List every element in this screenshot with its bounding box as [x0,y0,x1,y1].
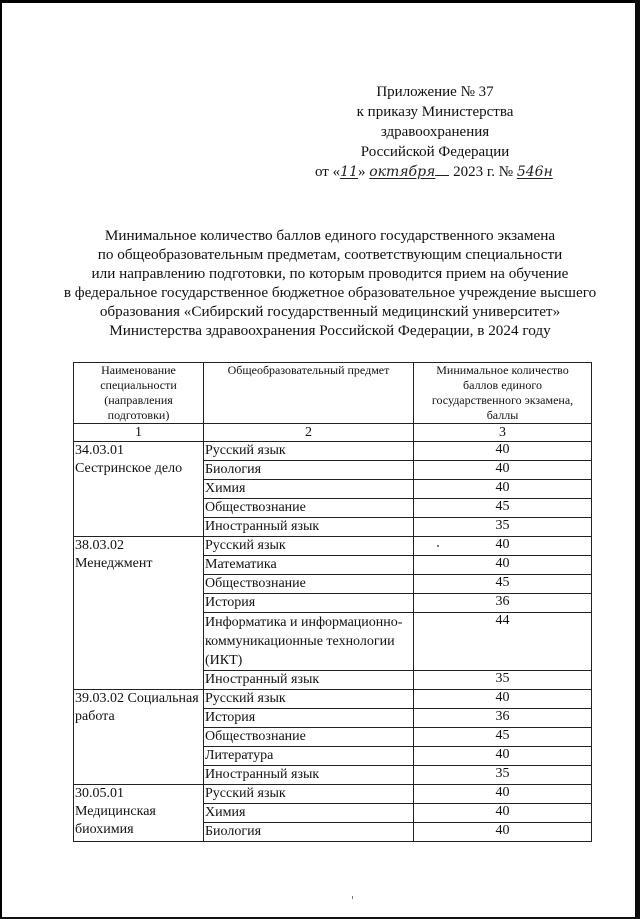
specialty-name: работа [75,709,115,724]
score-cell: 40 [414,785,592,804]
subject-cell: Информатика и информационно-коммуникационные технологии (ИКТ) [204,613,414,671]
table-row [74,537,592,556]
subject-cell: Иностранный язык [204,518,414,537]
subject-cell: Иностранный язык [204,671,414,690]
specialty-name: биохимия [75,822,134,837]
table-row [74,785,592,804]
title-line: в федеральное государственное бюджетное образовательное учреждение высшего [63,284,597,301]
specialty-code: 38.03.02 [75,538,124,553]
score-cell: 36 [414,594,592,613]
specialty-code: 39.03.02 Социальная [75,691,199,706]
specialty-cell [74,690,204,785]
header-subject: Общеобразовательный предмет [204,363,414,424]
appendix-number: Приложение № 37 [376,84,494,100]
specialty-code: 30.05.01 [75,786,124,801]
order-prefix: от « [315,164,341,180]
table-header-row [74,363,592,424]
appendix-header [315,82,553,182]
order-number: 546н [516,164,553,180]
subject-cell: Литература [204,747,414,766]
subject-cell: Русский язык [204,690,414,709]
subject-cell: Русский язык [204,537,414,556]
specialty-cell [74,537,204,690]
subject-cell: Биология [204,461,414,480]
subject-cell: Обществознание [204,499,414,518]
subject-cell: Обществознание [204,575,414,594]
score-cell: 36 [414,709,592,728]
subject-cell: Биология [204,823,414,842]
score-cell: 40 [414,442,592,461]
column-number: 1 [74,424,204,442]
order-year: 2023 г. № [453,164,514,180]
score-cell: 40 [414,480,592,499]
specialty-cell [74,442,204,537]
header-specialty: Наименование специальности (направления подготовки) [74,363,204,424]
score-cell: 40 [414,556,592,575]
specialty-code: 34.03.01 [75,443,124,458]
column-number: 2 [204,424,414,442]
score-cell: 45 [414,499,592,518]
scan-border-top [0,0,640,3]
score-cell: 40 [414,823,592,842]
score-cell: 40 [414,690,592,709]
scan-speck [437,545,439,547]
score-cell: 35 [414,518,592,537]
order-quote-close: » [357,164,366,180]
order-date-line [315,162,553,182]
table-row [74,442,592,461]
subject-cell: Химия [204,480,414,499]
column-number-row [74,424,592,442]
score-cell: 35 [414,671,592,690]
subject-cell: Обществознание [204,728,414,747]
appendix-federation: Российской Федерации [360,144,510,160]
scores-table [73,362,592,842]
specialty-name: Медицинская [75,804,156,819]
subject-cell: Химия [204,804,414,823]
score-cell: 45 [414,728,592,747]
specialty-name: Сестринское дело [75,461,183,476]
title-line: Минимальное количество баллов единого государственного экзамена [104,227,556,244]
specialty-cell [74,785,204,842]
score-cell: 45 [414,575,592,594]
document-title [60,226,600,340]
title-line: образования «Сибирский государственный медицинский университет» [99,303,561,320]
subject-cell: Математика [204,556,414,575]
score-cell: 35 [414,766,592,785]
order-day: 11 [340,164,358,180]
title-line: или направлению подготовки, по которым проводится прием на обучение [91,265,569,282]
subject-cell: Русский язык [204,785,414,804]
column-number: 3 [414,424,592,442]
order-blank [435,163,449,176]
title-line: Министерства здравоохранения Российской Федерации, в 2024 году [109,322,551,339]
subject-cell: История [204,594,414,613]
subject-cell: Иностранный язык [204,766,414,785]
appendix-ministry: здравоохранения [380,124,490,140]
specialty-name: Менеджмент [75,556,153,571]
score-cell: 40 [414,747,592,766]
table-row [74,690,592,709]
score-cell: 44 [414,613,592,671]
score-cell: 40 [414,461,592,480]
scan-border-left [0,0,2,919]
header-min-score: Минимальное количество баллов единого государственного экзамена, баллы [414,363,592,424]
order-month: октября [369,164,436,180]
scan-speck [352,896,353,899]
subject-cell: История [204,709,414,728]
title-line: по общеобразовательным предметам, соответствующим специальности [97,246,563,263]
subject-cell: Русский язык [204,442,414,461]
score-cell: 40 [414,537,592,556]
appendix-order-ref: к приказу Министерства [356,104,514,120]
scan-border-right [635,0,640,919]
score-cell: 40 [414,804,592,823]
